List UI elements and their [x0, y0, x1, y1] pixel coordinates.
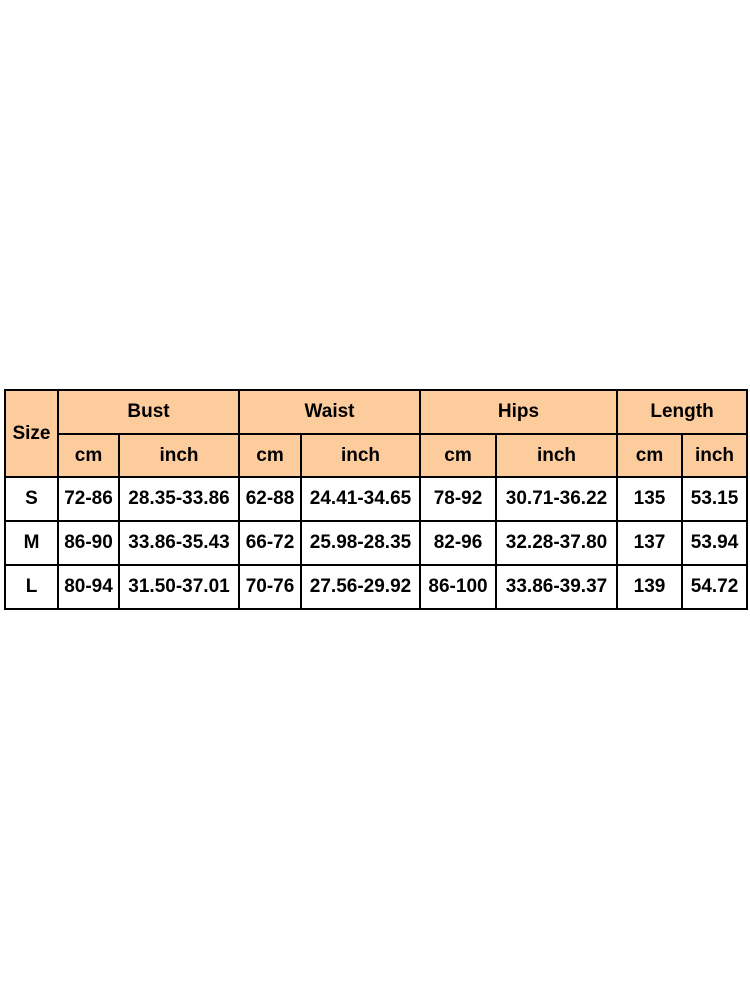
hips-header: Hips: [420, 390, 617, 434]
size-header: Size: [5, 390, 58, 477]
table-cell: 31.50-37.01: [119, 565, 239, 609]
table-row: [5, 521, 747, 565]
table-cell: 28.35-33.86: [119, 477, 239, 521]
table-cell: 78-92: [420, 477, 496, 521]
length-header: Length: [617, 390, 747, 434]
table-cell: 32.28-37.80: [496, 521, 617, 565]
size-cell: L: [5, 565, 58, 609]
unit-header: cm: [420, 434, 496, 477]
unit-header: cm: [617, 434, 682, 477]
table-cell: 53.15: [682, 477, 747, 521]
table-cell: 72-86: [58, 477, 119, 521]
table-cell: 86-100: [420, 565, 496, 609]
table-cell: 27.56-29.92: [301, 565, 420, 609]
table-cell: 24.41-34.65: [301, 477, 420, 521]
table-row: [5, 565, 747, 609]
table-cell: 53.94: [682, 521, 747, 565]
size-chart-table: [4, 389, 748, 610]
table-cell: 82-96: [420, 521, 496, 565]
table-cell: 66-72: [239, 521, 301, 565]
unit-header: inch: [301, 434, 420, 477]
unit-header: inch: [682, 434, 747, 477]
table-cell: 135: [617, 477, 682, 521]
header-group-row: [5, 390, 747, 434]
table-cell: 139: [617, 565, 682, 609]
table-cell: 54.72: [682, 565, 747, 609]
unit-header: cm: [239, 434, 301, 477]
unit-header: inch: [496, 434, 617, 477]
size-cell: M: [5, 521, 58, 565]
table-row: [5, 477, 747, 521]
header-unit-row: [5, 434, 747, 477]
bust-header: Bust: [58, 390, 239, 434]
unit-header: inch: [119, 434, 239, 477]
table-cell: 80-94: [58, 565, 119, 609]
table-cell: 25.98-28.35: [301, 521, 420, 565]
table-cell: 30.71-36.22: [496, 477, 617, 521]
table-cell: 33.86-39.37: [496, 565, 617, 609]
table-cell: 86-90: [58, 521, 119, 565]
table-cell: 62-88: [239, 477, 301, 521]
unit-header: cm: [58, 434, 119, 477]
size-cell: S: [5, 477, 58, 521]
waist-header: Waist: [239, 390, 420, 434]
table-cell: 70-76: [239, 565, 301, 609]
table-cell: 137: [617, 521, 682, 565]
table-cell: 33.86-35.43: [119, 521, 239, 565]
